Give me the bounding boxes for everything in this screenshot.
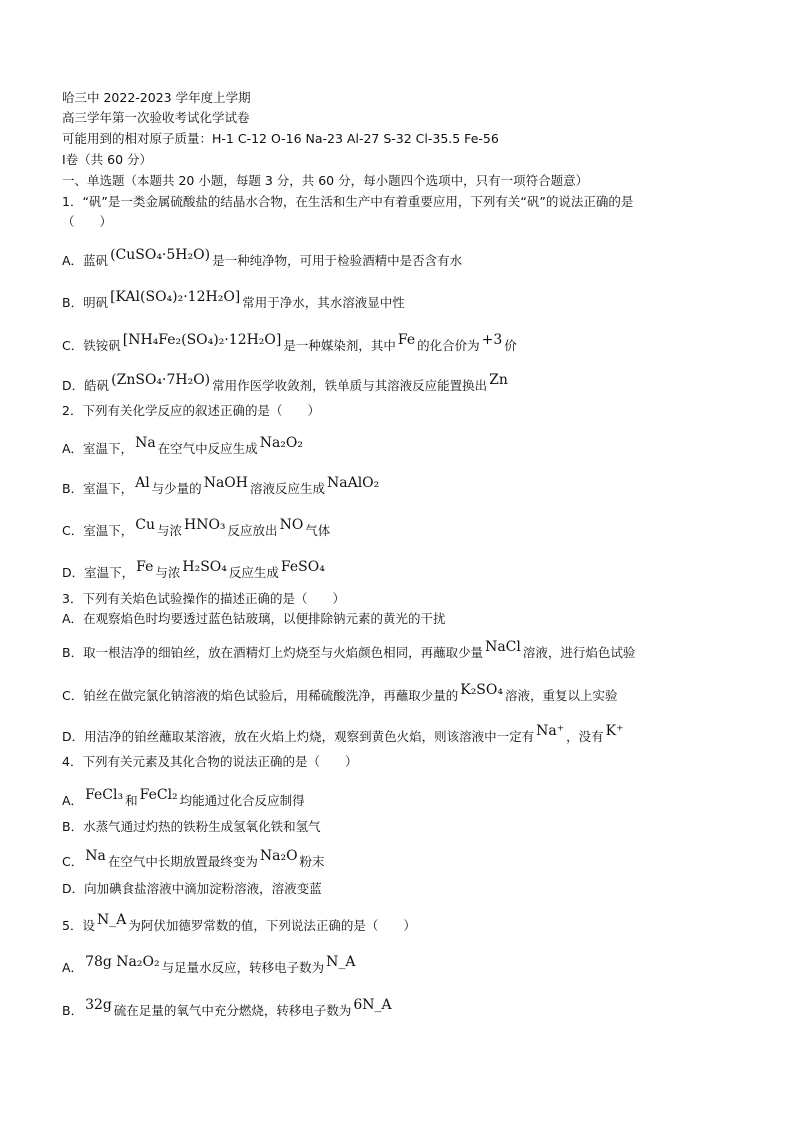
- formula: FeCl₃: [85, 787, 124, 803]
- section-heading: 一、单选题（本题共 20 小题，每题 3 分，共 60 分，每小题四个选项中，只有一项符合题意）: [62, 173, 589, 188]
- q5-stem: 5．设 N_A 为阿伏加德罗常数的值，下列说法正确的是（ ）: [62, 912, 416, 933]
- formula: Al: [135, 475, 150, 491]
- q1-option-d: D．皓矾 (ZnSO₄·7H₂O) 常用作医学收敛剂，铁单质与其溶液反应能置换出 Zn: [62, 372, 508, 393]
- formula: NaOH: [203, 475, 248, 491]
- q5-option-b: B． 32g 硫在足量的氧气中充分燃烧，转移电子数为 6N_A: [62, 997, 392, 1018]
- q4-option-c: C． Na 在空气中长期放置最终变为 Na₂O 粉末: [62, 848, 325, 869]
- formula: Na: [135, 435, 156, 451]
- formula: K₂SO₄: [460, 682, 503, 698]
- formula: N_A: [96, 912, 127, 928]
- formula: (ZnSO₄·7H₂O): [111, 372, 211, 388]
- formula: NaAlO₂: [327, 475, 380, 491]
- q1-option-a: A．蓝矾 (CuSO₄·5H₂O) 是一种纯净物，可用于检验酒精中是否含有水: [62, 247, 463, 268]
- q3-option-c: C．铂丝在做完氯化钠溶液的焰色试验后，用稀硫酸洗净，再蘸取少量的 K₂SO₄ 溶液，重复以上实验: [62, 682, 618, 703]
- q2-option-d: D．室温下， Fe 与浓 H₂SO₄ 反应生成 FeSO₄: [62, 559, 325, 580]
- formula: H₂SO₄: [182, 559, 227, 575]
- formula: NaCl: [485, 639, 521, 655]
- formula: Fe: [136, 559, 154, 575]
- formula: (CuSO₄·5H₂O): [110, 247, 211, 263]
- formula: Zn: [489, 372, 508, 388]
- formula: 32g: [85, 997, 112, 1013]
- formula: 6N_A: [353, 997, 392, 1013]
- volume-heading: Ⅰ卷（共 60 分）: [62, 152, 153, 167]
- q2-option-c: C．室温下， Cu 与浓 HNO₃ 反应放出 NO 气体: [62, 517, 331, 538]
- q3-option-a: A．在观察焰色时均要透过蓝色钴玻璃，以便排除钠元素的黄光的干扰: [62, 611, 446, 626]
- formula: Na⁺: [536, 723, 565, 739]
- exam-title: 高三学年第一次验收考试化学试卷: [62, 110, 250, 125]
- q5-option-a: A． 78g Na₂O₂ 与足量水反应，转移电子数为 N_A: [62, 954, 356, 975]
- formula: Cu: [135, 517, 155, 533]
- formula: Fe: [397, 332, 416, 348]
- q1-option-b: B．明矾 [KAl(SO₄)₂·12H₂O] 常用于净水，其水溶液显中性: [62, 289, 405, 310]
- formula: NO: [279, 517, 304, 533]
- q4-option-b: B．水蒸气通过灼热的铁粉生成氢氧化铁和氢气: [62, 819, 321, 834]
- formula: HNO₃: [183, 517, 226, 533]
- formula: [NH₄Fe₂(SO₄)₂·12H₂O]: [122, 332, 282, 348]
- formula: 78g Na₂O₂: [85, 954, 160, 970]
- q4-option-d: D．向加碘食盐溶液中滴加淀粉溶液，溶液变蓝: [62, 881, 322, 896]
- q3-stem: 3．下列有关焰色试验操作的描述正确的是（ ）: [62, 591, 345, 606]
- q3-option-d: D．用洁净的铂丝蘸取某溶液，放在火焰上灼烧，观察到黄色火焰，则该溶液中一定有 Na⁺ ，没有 K⁺: [62, 723, 624, 744]
- q2-stem: 2．下列有关化学反应的叙述正确的是（ ）: [62, 403, 320, 418]
- formula: FeSO₄: [280, 559, 325, 575]
- q3-option-b: B．取一根洁净的细铂丝，放在酒精灯上灼烧至与火焰颜色相同，再蘸取少量 NaCl 溶液，进行焰色试验: [62, 639, 636, 660]
- formula: K⁺: [605, 723, 624, 739]
- q1-option-c: C．铁铵矾 [NH₄Fe₂(SO₄)₂·12H₂O] 是一种媒染剂，其中 Fe 的化合价为 +3 价: [62, 332, 517, 353]
- q2-option-a: A．室温下， Na 在空气中反应生成 Na₂O₂: [62, 435, 303, 456]
- formula: [KAl(SO₄)₂·12H₂O]: [110, 289, 241, 305]
- formula: N_A: [326, 954, 356, 970]
- formula: Na₂O₂: [259, 435, 303, 451]
- q4-stem: 4．下列有关元素及其化合物的说法正确的是（ ）: [62, 754, 358, 769]
- atomic-masses: 可能用到的相对原子质量：H-1 C-12 O-16 Na-23 Al-27 S-32 Cl-35.5 Fe-56: [62, 131, 499, 146]
- formula: +3: [481, 332, 503, 348]
- q1-stem-blank: （ ）: [62, 214, 113, 229]
- q4-option-a: A． FeCl₃ 和 FeCl₂ 均能通过化合反应制得: [62, 787, 305, 808]
- formula: Na: [85, 848, 106, 864]
- formula: Na₂O: [259, 848, 298, 864]
- school-term: 哈三中 2022-2023 学年度上学期: [62, 90, 251, 105]
- formula: FeCl₂: [139, 787, 178, 803]
- q1-stem: 1．“矾”是一类金属硫酸盐的结晶水合物，在生活和生产中有着重要应用，下列有关“矾”的说法正确的是: [62, 194, 634, 209]
- q2-option-b: B．室温下， Al 与少量的 NaOH 溶液反应生成 NaAlO₂: [62, 475, 380, 496]
